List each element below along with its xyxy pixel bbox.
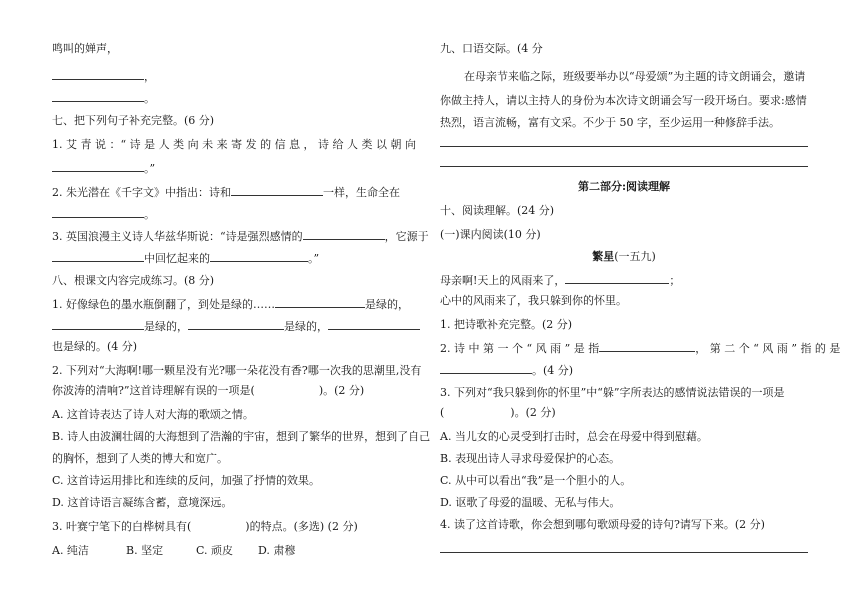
q8-1-line-a[interactable]: 1. 好像绿色的墨水瓶倒翻了，到处是绿的…… 是绿的， (52, 298, 409, 311)
answer-line[interactable] (440, 146, 808, 147)
r-question-3-line-a: 3. 下列对“我只躲到你的怀里”中“躲”字所表达的感情说法错误的一项是 (440, 386, 785, 399)
q9-paragraph-line-2: 你做主持人，请以主持人的身份为本次诗文朗诵会写一段开场白。要求:感情 (440, 94, 807, 107)
answer-line[interactable]: 。 (52, 90, 155, 106)
q7-2-line-b[interactable]: 。 (52, 206, 155, 222)
q10-subtitle: (一)课内阅读(10 分) (440, 228, 541, 241)
q9-paragraph-line-1: 在母亲节来临之际，班级要举办以“母爱颂”为主题的诗文朗诵会，邀请 (464, 70, 806, 83)
choice-a[interactable]: A. 纯洁 (52, 544, 89, 557)
option-a: A. 这首诗表达了诗人对大海的歌颂之情。 (52, 408, 254, 421)
choice-b[interactable]: B. 坚定 (126, 544, 164, 557)
q9-paragraph-line-3: 热烈，语言流畅，富有文采。不少于 50 字，至少运用一种修辞手法。 (440, 116, 780, 129)
q7-1-line-a: 1. 艾 青 说 ：“ 诗 是 人 类 向 未 来 寄 发 的 信 息 ， 诗 给 人 类 以 朝 向 (52, 138, 417, 151)
r-question-2-line-a[interactable]: 2. 诗 中 第 一 个 “ 风 雨 ” 是 指 ， 第 二 个 “ 风 雨 ” 指 的 是 (440, 342, 841, 355)
q7-1-line-b[interactable]: 。” (52, 160, 155, 176)
option-b-line-2: 的胸怀，想到了人类的博大和宽广。 (52, 452, 228, 465)
option-d: D. 这首诗语言凝练含蓄，意境深远。 (52, 496, 233, 509)
q8-1-line-b[interactable]: 是绿的， 是绿的， (52, 318, 420, 334)
poem-title: 繁星(一五九) (592, 250, 656, 263)
q10-title: 十、阅读理解。(24 分) (440, 204, 555, 217)
choice-d[interactable]: D. 肃穆 (258, 544, 296, 557)
q8-2-line-b[interactable]: 你波涛的清响?”这首诗理解有误的一项是( )。(2 分) (52, 384, 365, 397)
q8-2-line-a: 2. 下列对“大海啊!哪一颗星没有光?哪一朵花没有香?哪一次我的思潮里,没有 (52, 364, 422, 377)
r-question-4: 4. 读了这首诗歌，你会想到哪句歌颂母爱的诗句?请写下来。(2 分) (440, 518, 765, 531)
r-option-a: A. 当儿女的心灵受到打击时，总会在母爱中得到慰藉。 (440, 430, 708, 443)
r-question-1: 1. 把诗歌补充完整。(2 分) (440, 318, 573, 331)
part-heading: 第二部分:阅读理解 (577, 180, 671, 193)
q9-title: 九、口语交际。(4 分 (440, 42, 543, 55)
q8-3-choices (52, 544, 295, 558)
q7-3-line-a[interactable]: 3. 英国浪漫主义诗人华兹华斯说：“诗是强烈感情的 ，它源于 (52, 230, 429, 243)
q7-2-line-a[interactable]: 2. 朱光潜在《千字文》中指出：诗和 一样，生命全在 (52, 186, 400, 199)
q7-3-line-b[interactable]: 中回忆起来的 。” (52, 250, 319, 266)
r-question-3-line-b[interactable]: ( )。(2 分) (440, 406, 556, 419)
option-c: C. 这首诗运用排比和连续的反问，加强了抒情的效果。 (52, 474, 321, 487)
r-option-b: B. 表现出诗人寻求母爱保护的心态。 (440, 452, 621, 465)
choice-c[interactable]: C. 顽皮 (196, 544, 234, 557)
poem-line-1[interactable]: 母亲啊!天上的风雨来了， ； (440, 274, 681, 287)
answer-line[interactable] (440, 166, 808, 167)
r-question-2-line-b[interactable]: 。(4 分) (440, 362, 573, 378)
r-option-d: D. 讴歌了母爱的温暖、无私与伟大。 (440, 496, 621, 509)
q8-title: 八、根课文内容完成练习。(8 分) (52, 274, 215, 287)
q8-1-line-c: 也是绿的。(4 分) (52, 340, 138, 353)
option-b-line-1: B. 诗人由波澜壮阔的大海想到了浩瀚的宇宙，想到了繁华的世界，想到了自己 (52, 430, 431, 443)
r-option-c: C. 从中可以看出“我”是一个胆小的人。 (440, 474, 632, 487)
q7-title: 七、把下列句子补充完整。(6 分) (52, 114, 215, 127)
poem-line-2: 心中的风雨来了，我只躲到你的怀里。 (440, 294, 627, 307)
answer-line[interactable] (440, 552, 808, 553)
text-line: 鸣叫的婵声， (52, 42, 118, 55)
answer-line[interactable]: ， (52, 68, 155, 84)
q8-3-line[interactable]: 3. 叶赛宁笔下的白桦树具有( )的特点。(多选) (2 分) (52, 520, 358, 533)
